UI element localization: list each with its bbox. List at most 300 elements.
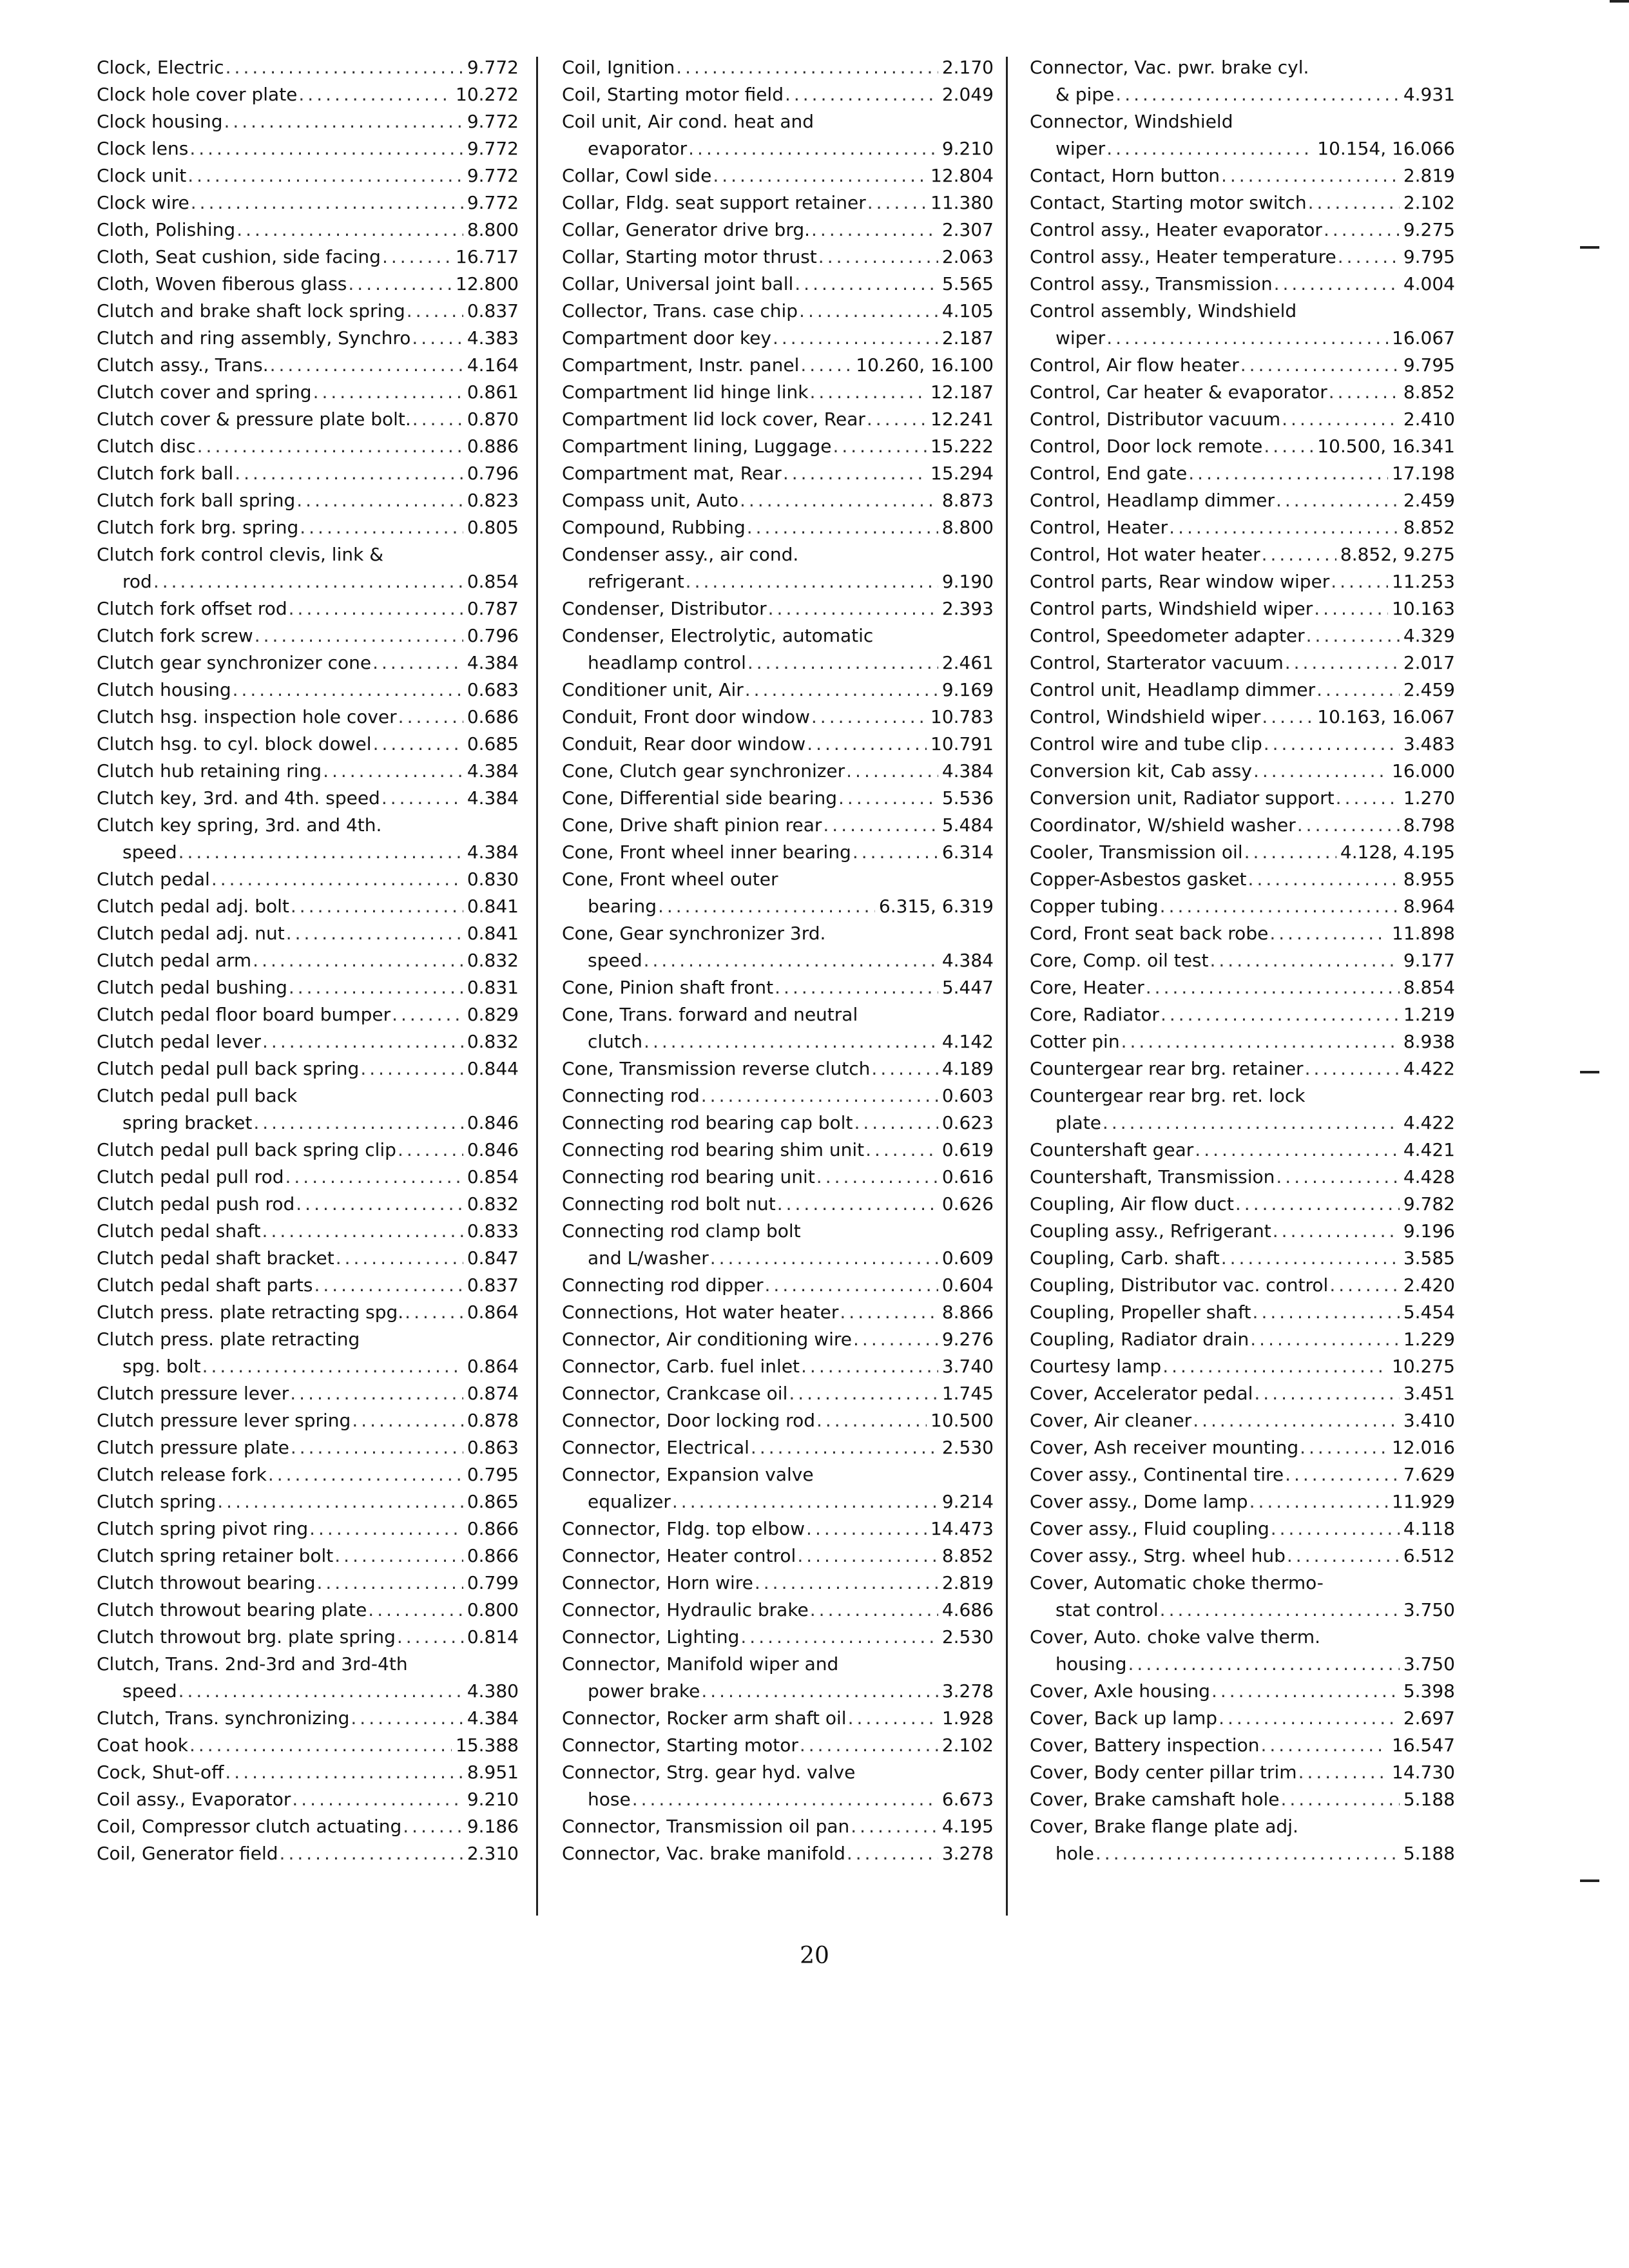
entry-page-ref: 0.609: [941, 1247, 994, 1269]
entry-name: Control, Car heater & evaporator: [1030, 381, 1327, 403]
entry-line: [562, 1840, 994, 1867]
entry-name: Collar, Universal joint ball: [562, 273, 794, 294]
entry-page-ref: 0.829: [467, 1004, 519, 1025]
entry-line: [97, 1353, 519, 1380]
index-entry: [97, 298, 519, 325]
index-entry: [1030, 460, 1455, 487]
entry-name: Connector, Horn wire: [562, 1572, 753, 1593]
entry-name: Control, Door lock remote: [1030, 436, 1263, 457]
entry-page-ref: 9.772: [467, 192, 519, 213]
dot-leader: [1162, 1353, 1388, 1380]
entry-name: Clutch fork ball spring: [97, 490, 296, 511]
entry-name: Cloth, Seat cushion, side facing: [97, 246, 381, 267]
entry-name: Control wire and tube clip: [1030, 733, 1262, 754]
entry-line: [562, 514, 994, 541]
index-entry: [1030, 1272, 1455, 1299]
entry-text-line: Cone, Front wheel outer: [562, 869, 778, 890]
entry-page-ref: 2.310: [467, 1843, 519, 1864]
entry-name: speed: [122, 841, 177, 863]
dot-leader: [262, 1218, 463, 1245]
entry-line: [97, 893, 519, 920]
margin-mark: [1580, 246, 1599, 249]
entry-page-ref: 0.861: [467, 381, 519, 403]
entry-line: [1030, 1326, 1455, 1353]
index-entry: [1030, 1245, 1455, 1272]
entry-name: Cover, Air cleaner: [1030, 1410, 1192, 1431]
entry-line: [97, 920, 519, 947]
index-entry: [562, 1597, 994, 1624]
entry-line: [1030, 1055, 1455, 1082]
index-entry: [97, 1218, 519, 1245]
index-entry: [97, 731, 519, 758]
entry-line: [562, 189, 994, 216]
dot-leader: [854, 1110, 938, 1137]
dot-leader: [188, 162, 463, 189]
dot-leader: [1329, 1272, 1400, 1299]
entry-line: [1030, 1732, 1455, 1759]
dot-leader: [867, 189, 927, 216]
entry-page-ref: 0.866: [467, 1545, 519, 1566]
index-entry: [562, 1515, 994, 1542]
dot-leader: [644, 1028, 938, 1055]
dot-leader: [797, 1542, 938, 1570]
index-entry: [97, 514, 519, 541]
dot-leader: [755, 1570, 938, 1597]
dot-leader: [392, 1001, 463, 1028]
index-entry: [1030, 298, 1455, 352]
entry-page-ref: 9.196: [1403, 1220, 1455, 1242]
dot-leader: [1121, 1028, 1400, 1055]
index-entry: [97, 704, 519, 731]
entry-name: Conditioner unit, Air: [562, 679, 744, 700]
index-entry: [562, 622, 994, 677]
entry-page-ref: 15.294: [930, 463, 994, 484]
index-entry: [97, 1245, 519, 1272]
dot-leader: [807, 731, 927, 758]
entry-name: Clutch pedal lever: [97, 1031, 262, 1052]
entry-name: Coupling, Air flow duct: [1030, 1193, 1234, 1215]
index-entry: [562, 352, 994, 379]
index-entry: [97, 1515, 519, 1542]
margin-mark: [1580, 1071, 1599, 1073]
entry-name: Connector, Air conditioning wire: [562, 1329, 853, 1350]
dot-leader: [1240, 352, 1400, 379]
entry-line: [97, 1001, 519, 1028]
dot-leader: [253, 1110, 463, 1137]
entry-text-line: Cover, Brake flange plate adj.: [1030, 1816, 1298, 1837]
entry-name: Connector, Crankcase oil: [562, 1383, 788, 1404]
index-entry: [97, 487, 519, 514]
dot-leader: [801, 1353, 938, 1380]
index-entry: [1030, 1732, 1455, 1759]
entry-line: [1030, 731, 1455, 758]
dot-leader: [1244, 839, 1336, 866]
entry-page-ref: 6.315, 6.319: [878, 896, 994, 917]
entry-page-ref: 0.686: [467, 706, 519, 727]
entry-name: Compartment lid lock cover, Rear: [562, 408, 865, 430]
entry-page-ref: 4.422: [1403, 1058, 1455, 1079]
entry-name: Coupling, Radiator drain: [1030, 1329, 1249, 1350]
entry-name: Coupling assy., Refrigerant: [1030, 1220, 1271, 1242]
index-entry: [562, 974, 994, 1001]
entry-line: [1030, 460, 1455, 487]
entry-name: Coat hook: [97, 1735, 188, 1756]
entry-name: Clutch throwout brg. plate spring: [97, 1626, 396, 1648]
entry-name: Control, Heater: [1030, 517, 1168, 538]
entry-page-ref: 16.000: [1392, 760, 1455, 782]
entry-page-ref: 4.329: [1403, 625, 1455, 646]
entry-line: [562, 1813, 994, 1840]
entry-line: [1030, 1299, 1455, 1326]
entry-line: [1030, 1380, 1455, 1407]
index-entry: [1030, 1137, 1455, 1164]
entry-page-ref: 3.585: [1403, 1247, 1455, 1269]
entry-line: [97, 974, 519, 1001]
entry-page-ref: 0.604: [941, 1274, 994, 1296]
entry-line: [97, 460, 519, 487]
entry-name: Cover, Body center pillar trim: [1030, 1762, 1297, 1783]
dot-leader: [865, 1137, 938, 1164]
index-entry: [97, 1813, 519, 1840]
dot-leader: [1298, 1759, 1388, 1786]
dot-leader: [701, 1082, 938, 1110]
dot-leader: [853, 839, 938, 866]
index-entry: [1030, 649, 1455, 677]
entry-page-ref: 4.384: [467, 841, 519, 863]
index-entry: [562, 54, 994, 81]
entry-line: [1030, 541, 1455, 568]
dot-leader: [412, 325, 463, 352]
entry-page-ref: 5.454: [1403, 1302, 1455, 1323]
dot-leader: [765, 1272, 938, 1299]
dot-leader: [809, 379, 927, 406]
index-entry: [562, 595, 994, 622]
index-entry: [1030, 731, 1455, 758]
entry-line: [97, 1191, 519, 1218]
entry-page-ref: 8.873: [941, 490, 994, 511]
entry-name: Compartment door key: [562, 327, 771, 349]
entry-name: Cloth, Polishing: [97, 219, 236, 240]
entry-name: Clutch assy., Trans.: [97, 354, 269, 376]
index-entry: [97, 1840, 519, 1867]
entry-line: [97, 54, 519, 81]
entry-line: [97, 189, 519, 216]
dot-leader: [233, 677, 463, 704]
index-entry: [1030, 487, 1455, 514]
index-entry: [1030, 1191, 1455, 1218]
entry-line: [1030, 1434, 1455, 1461]
entry-page-ref: 0.870: [467, 408, 519, 430]
index-entry: [562, 487, 994, 514]
entry-line: [97, 108, 519, 135]
dot-leader: [800, 1732, 938, 1759]
entry-name: Clutch fork screw: [97, 625, 253, 646]
entry-name: Clutch spring retainer bolt: [97, 1545, 334, 1566]
entry-page-ref: 1.219: [1403, 1004, 1455, 1025]
dot-leader: [217, 1488, 463, 1515]
entry-name: Clutch gear synchronizer cone: [97, 652, 372, 673]
entry-text-line: Clutch fork control clevis, link &: [97, 544, 384, 565]
entry-page-ref: 0.865: [467, 1491, 519, 1512]
entry-page-ref: 1.229: [1403, 1329, 1455, 1350]
entry-page-ref: 9.210: [467, 1789, 519, 1810]
dot-leader: [840, 1299, 938, 1326]
entry-page-ref: 9.772: [467, 165, 519, 186]
entry-line: [97, 1813, 519, 1840]
entry-name: Countershaft, Transmission: [1030, 1166, 1275, 1187]
dot-leader: [1280, 1786, 1399, 1813]
entry-page-ref: 3.278: [941, 1843, 994, 1864]
entry-name: Connector, Vac. brake manifold: [562, 1843, 845, 1864]
dot-leader: [316, 1570, 463, 1597]
index-entry: [1030, 1434, 1455, 1461]
index-entry: [562, 731, 994, 758]
entry-name: Clutch pedal adj. bolt: [97, 896, 289, 917]
entry-line: [562, 244, 994, 271]
index-entry: [1030, 704, 1455, 731]
index-entry: [1030, 1570, 1455, 1624]
dot-leader: [235, 460, 463, 487]
entry-name: Control, Starterator vacuum: [1030, 652, 1284, 673]
index-entry: [97, 1434, 519, 1461]
index-entry: [1030, 1326, 1455, 1353]
dot-leader: [1211, 1678, 1400, 1705]
entry-line: [1030, 487, 1455, 514]
entry-line: [97, 271, 519, 298]
entry-line: [97, 839, 519, 866]
entry-page-ref: 8.854: [1403, 977, 1455, 998]
entry-line: [1030, 514, 1455, 541]
entry-line: [97, 568, 519, 595]
entry-page-ref: 10.272: [456, 84, 519, 105]
index-entry: [562, 1164, 994, 1191]
entry-name: Cone, Drive shaft pinion rear: [562, 814, 822, 836]
dot-leader: [818, 244, 938, 271]
index-entry: [562, 677, 994, 704]
entry-page-ref: 11.253: [1392, 571, 1455, 592]
entry-page-ref: 9.772: [467, 57, 519, 78]
dot-leader: [1095, 1840, 1400, 1867]
dot-leader: [1262, 541, 1336, 568]
index-entry: [1030, 974, 1455, 1001]
entry-line: [1030, 189, 1455, 216]
dot-leader: [1161, 1001, 1400, 1028]
entry-page-ref: 9.214: [941, 1491, 994, 1512]
dot-leader: [806, 1515, 927, 1542]
entry-name: Clutch cover and spring: [97, 381, 312, 403]
dot-leader: [740, 487, 938, 514]
entry-name: Compound, Rubbing: [562, 517, 746, 538]
entry-line: [562, 704, 994, 731]
dot-leader: [1146, 974, 1400, 1001]
index-entry: [562, 514, 994, 541]
entry-line: [562, 785, 994, 812]
entry-name: Control assy., Transmission: [1030, 273, 1273, 294]
entry-line: [1030, 622, 1455, 649]
dot-leader: [1254, 1380, 1399, 1407]
entry-name: Collar, Fldg. seat support retainer: [562, 192, 866, 213]
entry-name: rod: [122, 571, 152, 592]
index-entry: [562, 1651, 994, 1705]
index-entry: [562, 1407, 994, 1434]
entry-page-ref: 0.683: [467, 679, 519, 700]
index-entry: [97, 1488, 519, 1515]
entry-page-ref: 0.685: [467, 733, 519, 754]
index-entry: [97, 1570, 519, 1597]
entry-line: [562, 352, 994, 379]
entry-line: [562, 1380, 994, 1407]
dot-leader: [632, 1786, 938, 1813]
entry-line: [97, 649, 519, 677]
entry-line: [97, 704, 519, 731]
entry-name: Cover assy., Continental tire: [1030, 1464, 1284, 1485]
entry-name: housing: [1055, 1653, 1127, 1675]
entry-line: [1030, 433, 1455, 460]
entry-page-ref: 4.128, 4.195: [1340, 841, 1455, 863]
entry-page-ref: 0.603: [941, 1085, 994, 1106]
entry-line: [562, 1678, 994, 1705]
entry-line: [562, 1191, 994, 1218]
dot-leader: [1331, 568, 1388, 595]
index-entry: [97, 379, 519, 406]
entry-text-line: Connecting rod clamp bolt: [562, 1220, 801, 1242]
entry-line: [97, 298, 519, 325]
dot-leader: [816, 1407, 927, 1434]
index-entry: [97, 1624, 519, 1651]
entry-name: Connecting rod bearing cap bolt: [562, 1112, 853, 1133]
index-entry: [562, 1299, 994, 1326]
dot-leader: [1169, 514, 1400, 541]
entry-name: Countershaft gear: [1030, 1139, 1194, 1160]
entry-line: [97, 785, 519, 812]
entry-line: [1030, 866, 1455, 893]
dot-leader: [1260, 1732, 1388, 1759]
index-entry: [1030, 595, 1455, 622]
entry-line: [1030, 1597, 1455, 1624]
entry-name: Clutch pedal: [97, 869, 210, 890]
entry-name: Compartment mat, Rear: [562, 463, 782, 484]
entry-name: Collar, Starting motor thrust: [562, 246, 817, 267]
entry-name: evaporator: [588, 138, 688, 159]
entry-text-line: Cone, Trans. forward and neutral: [562, 1004, 858, 1025]
index-entry: [97, 649, 519, 677]
entry-text-line: Countergear rear brg. ret. lock: [1030, 1085, 1306, 1106]
dot-leader: [688, 135, 938, 162]
index-entry: [562, 785, 994, 812]
index-entry: [97, 1651, 519, 1705]
dot-leader: [403, 1813, 463, 1840]
index-entry: [1030, 677, 1455, 704]
entry-page-ref: 9.275: [1403, 219, 1455, 240]
entry-name: spring bracket: [122, 1112, 253, 1133]
entry-line: [97, 1245, 519, 1272]
entry-line: [97, 595, 519, 622]
entry-line: [562, 1137, 994, 1164]
entry-name: Connector, Starting motor: [562, 1735, 798, 1756]
entry-name: Control, End gate: [1030, 463, 1188, 484]
entry-page-ref: 4.384: [941, 760, 994, 782]
dot-leader: [783, 460, 927, 487]
entry-text-line: Cover, Auto. choke valve therm.: [1030, 1626, 1321, 1648]
dot-leader: [1274, 271, 1400, 298]
index-entry: [97, 1055, 519, 1082]
index-entry: [97, 1461, 519, 1488]
entry-page-ref: 8.800: [941, 517, 994, 538]
entry-line: [1030, 81, 1455, 108]
entry-line: [1030, 1407, 1455, 1434]
dot-leader: [290, 1380, 463, 1407]
dot-leader: [197, 433, 463, 460]
entry-name: Coil, Compressor clutch actuating: [97, 1816, 402, 1837]
entry-page-ref: 0.854: [467, 1166, 519, 1187]
index-entry: [1030, 271, 1455, 298]
entry-name: Cone, Differential side bearing: [562, 787, 838, 809]
entry-name: Compartment, Instr. panel: [562, 354, 800, 376]
dot-leader: [1276, 487, 1400, 514]
index-entry: [562, 433, 994, 460]
entry-page-ref: 8.951: [467, 1762, 519, 1783]
column-divider: [536, 57, 538, 1916]
dot-leader: [658, 893, 875, 920]
entry-page-ref: 12.800: [456, 273, 519, 294]
index-entry: [562, 244, 994, 271]
index-entry: [97, 1380, 519, 1407]
index-entry: [1030, 893, 1455, 920]
entry-name: Connector, Lighting: [562, 1626, 740, 1648]
dot-leader: [292, 1786, 463, 1813]
index-entry: [97, 920, 519, 947]
entry-name: Compartment lining, Luggage: [562, 436, 832, 457]
entry-name: Cover, Battery inspection: [1030, 1735, 1260, 1756]
entry-page-ref: 5.398: [1403, 1680, 1455, 1702]
entry-name: Coil, Ignition: [562, 57, 675, 78]
index-entry: [1030, 622, 1455, 649]
entry-name: Cover assy., Fluid coupling: [1030, 1518, 1269, 1539]
entry-name: Coupling, Carb. shaft: [1030, 1247, 1220, 1269]
entry-page-ref: 9.772: [467, 138, 519, 159]
entry-text-line: Clutch, Trans. 2nd-3rd and 3rd-4th: [97, 1653, 408, 1675]
entry-name: Conversion kit, Cab assy: [1030, 760, 1252, 782]
entry-page-ref: 0.823: [467, 490, 519, 511]
index-entry: [97, 1082, 519, 1137]
dot-leader: [644, 947, 938, 974]
dot-leader: [334, 1542, 463, 1570]
entry-line: [97, 487, 519, 514]
dot-leader: [846, 758, 938, 785]
entry-page-ref: 0.799: [467, 1572, 519, 1593]
entry-line: [1030, 1651, 1455, 1678]
entry-line: [97, 1055, 519, 1082]
index-entry: [562, 1759, 994, 1813]
entry-line: [562, 162, 994, 189]
dot-leader: [225, 1759, 463, 1786]
entry-line: [1030, 135, 1455, 162]
dot-leader: [226, 54, 463, 81]
entry-name: Core, Radiator: [1030, 1004, 1159, 1025]
dot-leader: [867, 406, 927, 433]
entry-name: Cone, Front wheel inner bearing: [562, 841, 851, 863]
dot-leader: [1269, 920, 1388, 947]
index-entry: [97, 1028, 519, 1055]
index-entry: [97, 216, 519, 244]
index-entry: [1030, 1353, 1455, 1380]
dot-leader: [1316, 677, 1400, 704]
dot-leader: [1308, 189, 1400, 216]
entry-line: [97, 758, 519, 785]
entry-page-ref: 11.898: [1392, 923, 1455, 944]
entry-line: [97, 866, 519, 893]
entry-page-ref: 16.717: [456, 246, 519, 267]
